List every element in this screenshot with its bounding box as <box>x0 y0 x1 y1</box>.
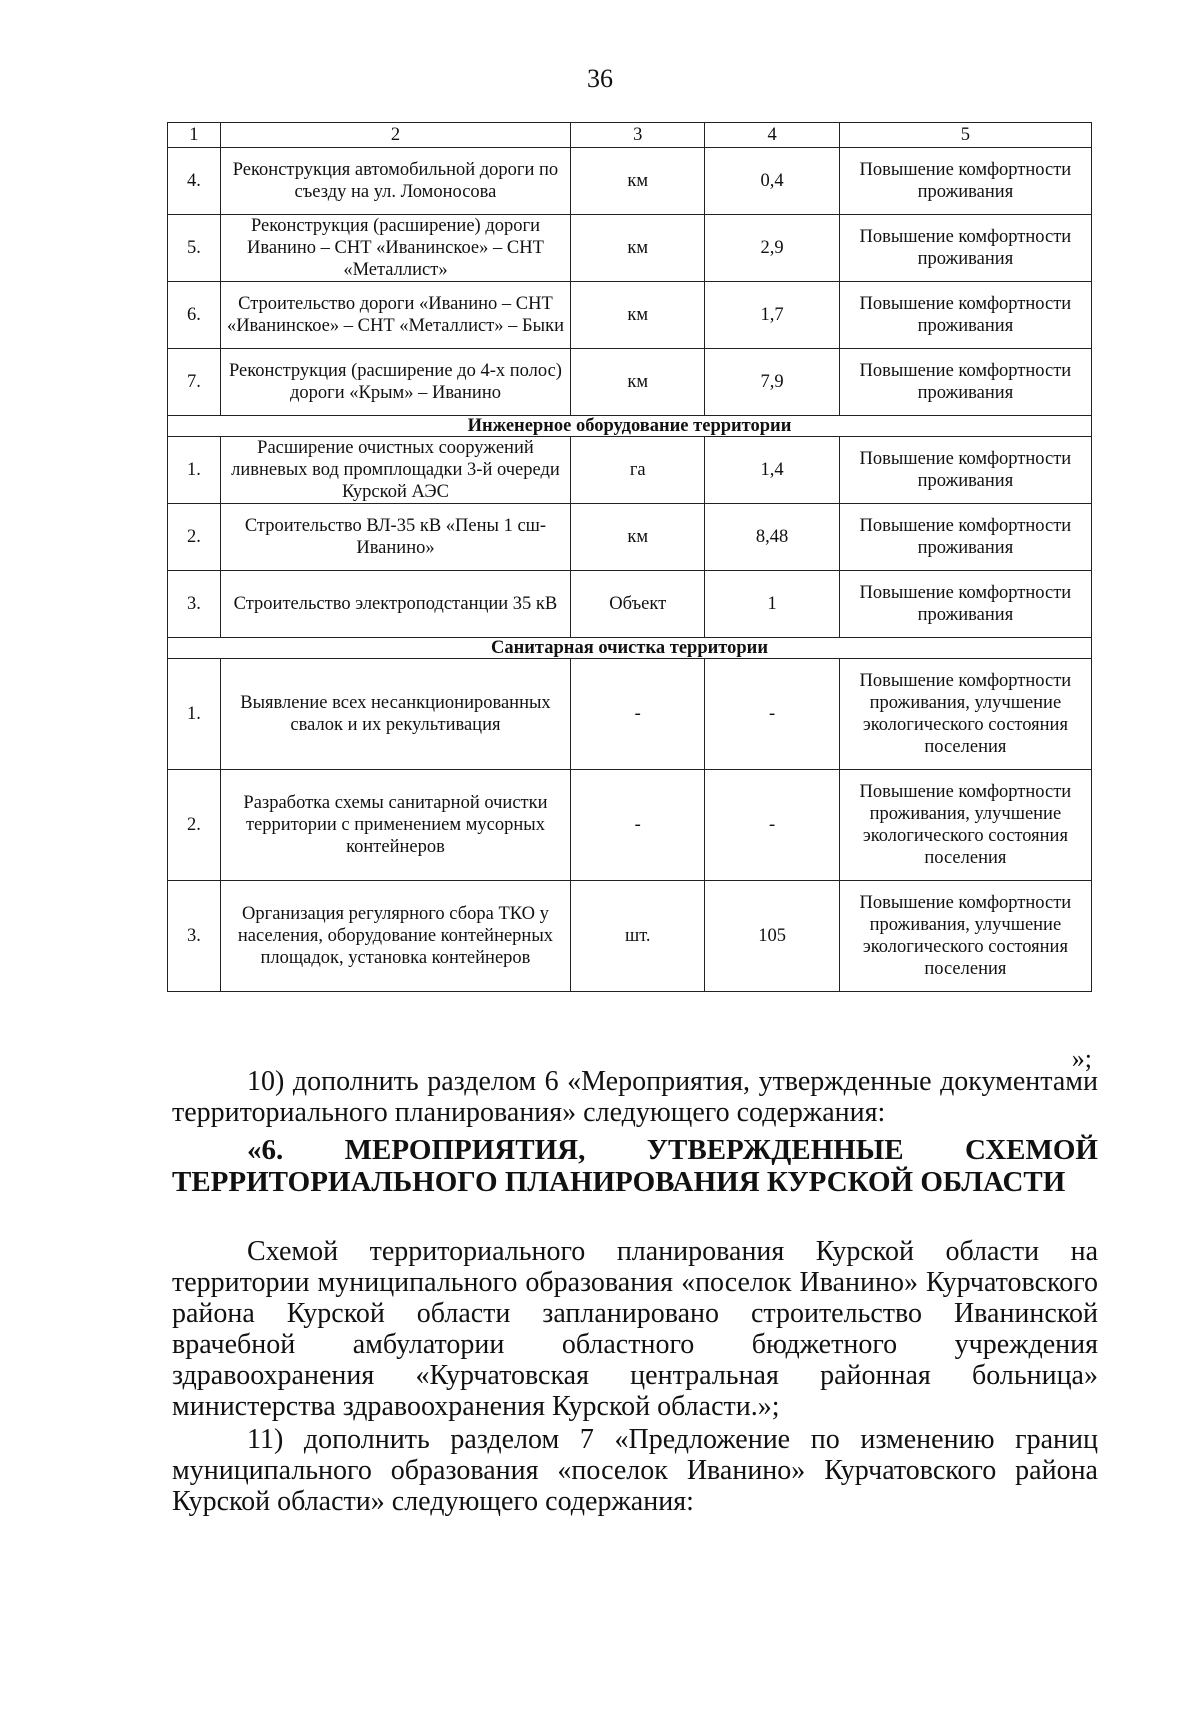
unit-cell: км <box>571 349 705 416</box>
unit-cell: км <box>571 282 705 349</box>
measure-name: Расширение очистных сооружений ливневых вод промплощадки 3-й очереди Курской АЭС <box>220 437 570 504</box>
column-header: 2 <box>220 123 570 148</box>
table-row <box>168 215 1092 282</box>
value-cell: 1 <box>705 571 839 638</box>
measure-name: Реконструкция (расширение) дороги Иванино – СНТ «Иванинское» – СНТ «Металлист» <box>220 215 570 282</box>
measure-name: Реконструкция (расширение до 4-х полос) дороги «Крым» – Иванино <box>220 349 570 416</box>
unit-cell: - <box>571 770 705 881</box>
table-row <box>168 659 1092 770</box>
table-row <box>168 148 1092 215</box>
paragraph-item-11: 11) дополнить разделом 7 «Предложение по изменению границ муниципального образования «поселок Иванино» Курчатовского района Курской области» следующего содержания: <box>172 1424 1098 1517</box>
value-cell: 105 <box>705 881 839 992</box>
table-row <box>168 437 1092 504</box>
measure-name: Строительство дороги «Иванино – СНТ «Иванинское» – СНТ «Металлист» – Быки <box>220 282 570 349</box>
value-cell: 7,9 <box>705 349 839 416</box>
closing-quote: »; <box>1071 1044 1092 1073</box>
paragraph-item-10: 10) дополнить разделом 6 «Мероприятия, утвержденные документами территориального планирования» следующего содержания: <box>172 1066 1098 1128</box>
row-number: 5. <box>168 215 221 282</box>
row-number: 2. <box>168 504 221 571</box>
unit-cell: га <box>571 437 705 504</box>
unit-cell: шт. <box>571 881 705 992</box>
section-title: Инженерное оборудование территории <box>168 416 1092 437</box>
unit-cell: - <box>571 659 705 770</box>
section-title: Санитарная очистка территории <box>168 638 1092 659</box>
row-number: 1. <box>168 659 221 770</box>
note-cell: Повышение комфортности проживания <box>839 437 1091 504</box>
measure-name: Строительство электроподстанции 35 кВ <box>220 571 570 638</box>
table-header-row <box>168 123 1092 148</box>
value-cell: 8,48 <box>705 504 839 571</box>
column-header: 5 <box>839 123 1091 148</box>
value-cell: 2,9 <box>705 215 839 282</box>
value-cell: 1,7 <box>705 282 839 349</box>
section-row-sanitary <box>168 638 1092 659</box>
row-number: 6. <box>168 282 221 349</box>
measure-name: Организация регулярного сбора ТКО у населения, оборудование контейнерных площадок, установка контейнеров <box>220 881 570 992</box>
note-cell: Повышение комфортности проживания, улучшение экологического состояния поселения <box>839 770 1091 881</box>
section-6-heading: «6. МЕРОПРИЯТИЯ, УТВЕРЖДЕННЫЕ СХЕМОЙ ТЕРРИТОРИАЛЬНОГО ПЛАНИРОВАНИЯ КУРСКОЙ ОБЛАСТИ <box>172 1134 1098 1198</box>
table-row <box>168 770 1092 881</box>
note-cell: Повышение комфортности проживания <box>839 215 1091 282</box>
measure-name: Разработка схемы санитарной очистки территории с применением мусорных контейнеров <box>220 770 570 881</box>
column-header: 3 <box>571 123 705 148</box>
row-number: 4. <box>168 148 221 215</box>
unit-cell: км <box>571 504 705 571</box>
measure-name: Реконструкция автомобильной дороги по съезду на ул. Ломоносова <box>220 148 570 215</box>
row-number: 3. <box>168 881 221 992</box>
unit-cell: км <box>571 148 705 215</box>
column-header: 4 <box>705 123 839 148</box>
note-cell: Повышение комфортности проживания <box>839 148 1091 215</box>
column-header: 1 <box>168 123 221 148</box>
value-cell: - <box>705 659 839 770</box>
note-cell: Повышение комфортности проживания <box>839 571 1091 638</box>
note-cell: Повышение комфортности проживания, улучшение экологического состояния поселения <box>839 881 1091 992</box>
row-number: 7. <box>168 349 221 416</box>
table-row <box>168 571 1092 638</box>
table-row <box>168 881 1092 992</box>
page-number: 36 <box>587 64 613 93</box>
table-row <box>168 282 1092 349</box>
value-cell: 0,4 <box>705 148 839 215</box>
table-row <box>168 504 1092 571</box>
unit-cell: Объект <box>571 571 705 638</box>
value-cell: - <box>705 770 839 881</box>
paragraph-scheme: Схемой территориального планирования Курской области на территории муниципального образования «поселок Иванино» Курчатовского района Курской области запланировано строительство Иванинской врачебной амбулатории областного бюджетного учреждения здравоохранения «Курчатовская центральная районная больница» министерства здравоохранения Курской области.»; <box>172 1236 1098 1422</box>
measure-name: Выявление всех несанкционированных свалок и их рекультивация <box>220 659 570 770</box>
value-cell: 1,4 <box>705 437 839 504</box>
note-cell: Повышение комфортности проживания <box>839 282 1091 349</box>
section-row-engineering <box>168 416 1092 437</box>
table-row <box>168 349 1092 416</box>
note-cell: Повышение комфортности проживания, улучшение экологического состояния поселения <box>839 659 1091 770</box>
note-cell: Повышение комфортности проживания <box>839 504 1091 571</box>
row-number: 1. <box>168 437 221 504</box>
measures-table <box>167 122 1092 992</box>
unit-cell: км <box>571 215 705 282</box>
row-number: 3. <box>168 571 221 638</box>
row-number: 2. <box>168 770 221 881</box>
measure-name: Строительство ВЛ-35 кВ «Пены 1 сш-Иванино» <box>220 504 570 571</box>
note-cell: Повышение комфортности проживания <box>839 349 1091 416</box>
